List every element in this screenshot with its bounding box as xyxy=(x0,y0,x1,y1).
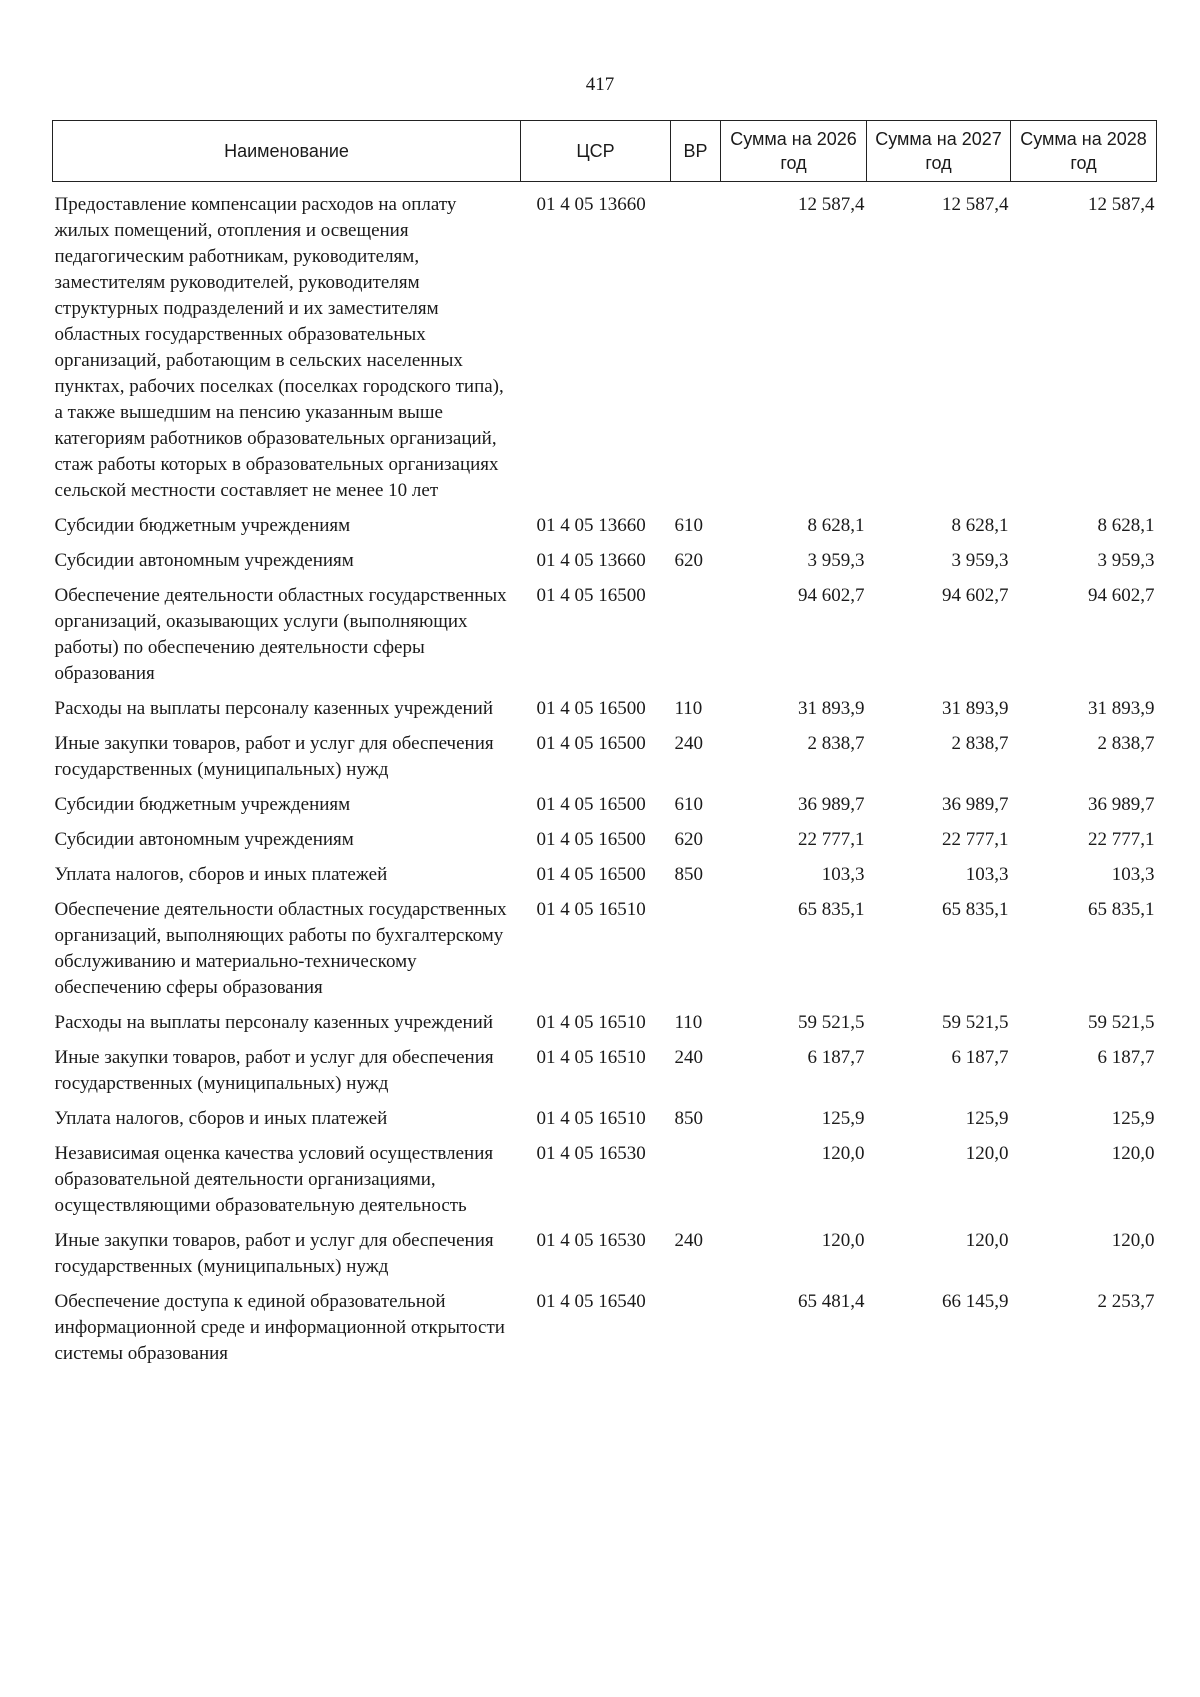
cell-sum-2026: 65 835,1 xyxy=(798,899,865,920)
cell-name: Иные закупки товаров, работ и услуг для обеспечения государственных (муниципальных) нужд xyxy=(54,733,494,780)
cell-csr: 01 4 05 16500 xyxy=(536,698,646,719)
cell-sum-2027: 65 835,1 xyxy=(942,899,1009,920)
table-row xyxy=(53,1045,1157,1106)
table-row xyxy=(53,182,1157,514)
cell-name: Расходы на выплаты персоналу казенных учреждений xyxy=(54,1012,494,1033)
cell-sum-2028: 94 602,7 xyxy=(1088,585,1155,606)
cell-sum-2027: 120,0 xyxy=(965,1230,1009,1251)
cell-csr: 01 4 05 16540 xyxy=(536,1291,646,1312)
header-sum-2027: Сумма на 2027 год xyxy=(867,121,1011,182)
cell-sum-2028: 2 838,7 xyxy=(1097,733,1155,754)
cell-csr: 01 4 05 16510 xyxy=(536,1012,646,1033)
cell-sum-2027: 22 777,1 xyxy=(942,829,1009,850)
cell-sum-2026: 120,0 xyxy=(821,1143,865,1164)
cell-sum-2028: 120,0 xyxy=(1111,1230,1155,1251)
cell-vr xyxy=(671,897,721,1010)
cell-sum-2027: 59 521,5 xyxy=(942,1012,1009,1033)
cell-sum-2027: 3 959,3 xyxy=(951,550,1009,571)
cell-vr: 240 xyxy=(674,1230,703,1251)
table-row xyxy=(53,583,1157,696)
cell-vr: 110 xyxy=(674,698,703,719)
table-header xyxy=(53,121,1157,182)
cell-sum-2028: 2 253,7 xyxy=(1097,1291,1155,1312)
table-row xyxy=(53,1141,1157,1228)
cell-sum-2028: 31 893,9 xyxy=(1088,698,1155,719)
table-row xyxy=(53,1228,1157,1289)
cell-name: Предоставление компенсации расходов на оплату жилых помещений, отопления и освещения педагогическим работникам, руководителям, заместителям руководителей, руководителям структурных подразделений и их заместителям областных государственных образовательных организаций, работающим в сельских населенных пунктах, рабочих поселках (поселках городского типа), а также вышедшим на пенсию указанным выше категориям работников образовательных организаций, стаж работы которых в образовательных организациях сельской местности составляет не менее 10 лет xyxy=(54,194,504,501)
cell-sum-2027: 125,9 xyxy=(965,1108,1009,1129)
cell-csr: 01 4 05 16530 xyxy=(536,1143,646,1164)
cell-csr: 01 4 05 16530 xyxy=(536,1230,646,1251)
cell-vr: 620 xyxy=(674,829,703,850)
cell-sum-2026: 31 893,9 xyxy=(798,698,865,719)
cell-name: Обеспечение доступа к единой образовательной информационной среде и информационной открытости системы образования xyxy=(54,1291,505,1364)
cell-csr: 01 4 05 13660 xyxy=(536,515,646,536)
header-name: Наименование xyxy=(53,121,521,182)
table-row xyxy=(53,696,1157,731)
cell-vr xyxy=(671,182,721,514)
cell-sum-2028: 8 628,1 xyxy=(1097,515,1155,536)
cell-sum-2028: 22 777,1 xyxy=(1088,829,1155,850)
cell-sum-2028: 59 521,5 xyxy=(1088,1012,1155,1033)
cell-vr: 240 xyxy=(674,733,703,754)
header-sum-2026: Сумма на 2026 год xyxy=(721,121,867,182)
cell-csr: 01 4 05 16500 xyxy=(536,794,646,815)
header-csr: ЦСР xyxy=(521,121,671,182)
cell-name: Уплата налогов, сборов и иных платежей xyxy=(54,1108,388,1129)
cell-vr xyxy=(671,1141,721,1228)
table-row xyxy=(53,827,1157,862)
cell-name: Субсидии бюджетным учреждениям xyxy=(54,515,351,536)
cell-vr: 620 xyxy=(674,550,703,571)
table-row xyxy=(53,1289,1157,1376)
table-row xyxy=(53,1010,1157,1045)
table-row xyxy=(53,548,1157,583)
cell-sum-2027: 94 602,7 xyxy=(942,585,1009,606)
cell-name: Расходы на выплаты персоналу казенных учреждений xyxy=(54,698,494,719)
cell-sum-2026: 36 989,7 xyxy=(798,794,865,815)
header-sum-2028: Сумма на 2028 год xyxy=(1011,121,1157,182)
cell-sum-2026: 94 602,7 xyxy=(798,585,865,606)
cell-sum-2027: 6 187,7 xyxy=(951,1047,1009,1068)
cell-sum-2027: 12 587,4 xyxy=(942,194,1009,215)
cell-name: Субсидии автономным учреждениям xyxy=(54,829,354,850)
cell-sum-2026: 22 777,1 xyxy=(798,829,865,850)
cell-vr: 610 xyxy=(674,794,703,815)
cell-csr: 01 4 05 16500 xyxy=(536,829,646,850)
cell-csr: 01 4 05 16500 xyxy=(536,585,646,606)
cell-sum-2028: 3 959,3 xyxy=(1097,550,1155,571)
cell-vr xyxy=(671,1289,721,1376)
table-row xyxy=(53,731,1157,792)
table-row xyxy=(53,792,1157,827)
cell-sum-2026: 6 187,7 xyxy=(807,1047,865,1068)
cell-vr: 610 xyxy=(674,515,703,536)
cell-csr: 01 4 05 13660 xyxy=(536,194,646,215)
cell-sum-2026: 59 521,5 xyxy=(798,1012,865,1033)
cell-sum-2028: 12 587,4 xyxy=(1088,194,1155,215)
table-body xyxy=(53,182,1157,1377)
cell-name: Субсидии автономным учреждениям xyxy=(54,550,354,571)
cell-csr: 01 4 05 16500 xyxy=(536,733,646,754)
table-row xyxy=(53,897,1157,1010)
cell-csr: 01 4 05 13660 xyxy=(536,550,646,571)
cell-sum-2028: 120,0 xyxy=(1111,1143,1155,1164)
cell-vr: 110 xyxy=(674,1012,703,1033)
header-vr: ВР xyxy=(671,121,721,182)
cell-sum-2028: 125,9 xyxy=(1111,1108,1155,1129)
page-number: 417 xyxy=(585,74,615,95)
cell-name: Субсидии бюджетным учреждениям xyxy=(54,794,351,815)
budget-table xyxy=(52,120,1157,1376)
cell-csr: 01 4 05 16510 xyxy=(536,1108,646,1129)
cell-sum-2027: 103,3 xyxy=(965,864,1009,885)
cell-sum-2027: 120,0 xyxy=(965,1143,1009,1164)
cell-name: Уплата налогов, сборов и иных платежей xyxy=(54,864,388,885)
cell-sum-2026: 12 587,4 xyxy=(798,194,865,215)
cell-sum-2028: 103,3 xyxy=(1111,864,1155,885)
cell-sum-2027: 2 838,7 xyxy=(951,733,1009,754)
table-row xyxy=(53,1106,1157,1141)
cell-vr: 240 xyxy=(674,1047,703,1068)
cell-csr: 01 4 05 16510 xyxy=(536,899,646,920)
cell-name: Иные закупки товаров, работ и услуг для обеспечения государственных (муниципальных) нужд xyxy=(54,1230,494,1277)
cell-sum-2026: 3 959,3 xyxy=(807,550,865,571)
cell-sum-2027: 8 628,1 xyxy=(951,515,1009,536)
table-row xyxy=(53,862,1157,897)
cell-sum-2027: 36 989,7 xyxy=(942,794,1009,815)
cell-sum-2026: 65 481,4 xyxy=(798,1291,865,1312)
cell-sum-2026: 120,0 xyxy=(821,1230,865,1251)
cell-name: Иные закупки товаров, работ и услуг для обеспечения государственных (муниципальных) нужд xyxy=(54,1047,494,1094)
cell-vr: 850 xyxy=(674,864,703,885)
cell-name: Независимая оценка качества условий осуществления образовательной деятельности организациями, осуществляющими образовательную деятельность xyxy=(54,1143,494,1216)
cell-sum-2026: 103,3 xyxy=(821,864,865,885)
table-row xyxy=(53,513,1157,548)
cell-sum-2028: 6 187,7 xyxy=(1097,1047,1155,1068)
cell-sum-2027: 31 893,9 xyxy=(942,698,1009,719)
cell-sum-2026: 2 838,7 xyxy=(807,733,865,754)
cell-sum-2027: 66 145,9 xyxy=(942,1291,1009,1312)
cell-vr xyxy=(671,583,721,696)
cell-csr: 01 4 05 16510 xyxy=(536,1047,646,1068)
cell-sum-2026: 8 628,1 xyxy=(807,515,865,536)
cell-sum-2026: 125,9 xyxy=(821,1108,865,1129)
cell-name: Обеспечение деятельности областных государственных организаций, выполняющих работы по бухгалтерскому обслуживанию и материально-техническому обеспечению сферы образования xyxy=(54,899,507,998)
cell-sum-2028: 36 989,7 xyxy=(1088,794,1155,815)
cell-csr: 01 4 05 16500 xyxy=(536,864,646,885)
cell-name: Обеспечение деятельности областных государственных организаций, оказывающих услуги (выполняющих работы) по обеспечению деятельности сферы образования xyxy=(54,585,507,684)
cell-sum-2028: 65 835,1 xyxy=(1088,899,1155,920)
cell-vr: 850 xyxy=(674,1108,703,1129)
